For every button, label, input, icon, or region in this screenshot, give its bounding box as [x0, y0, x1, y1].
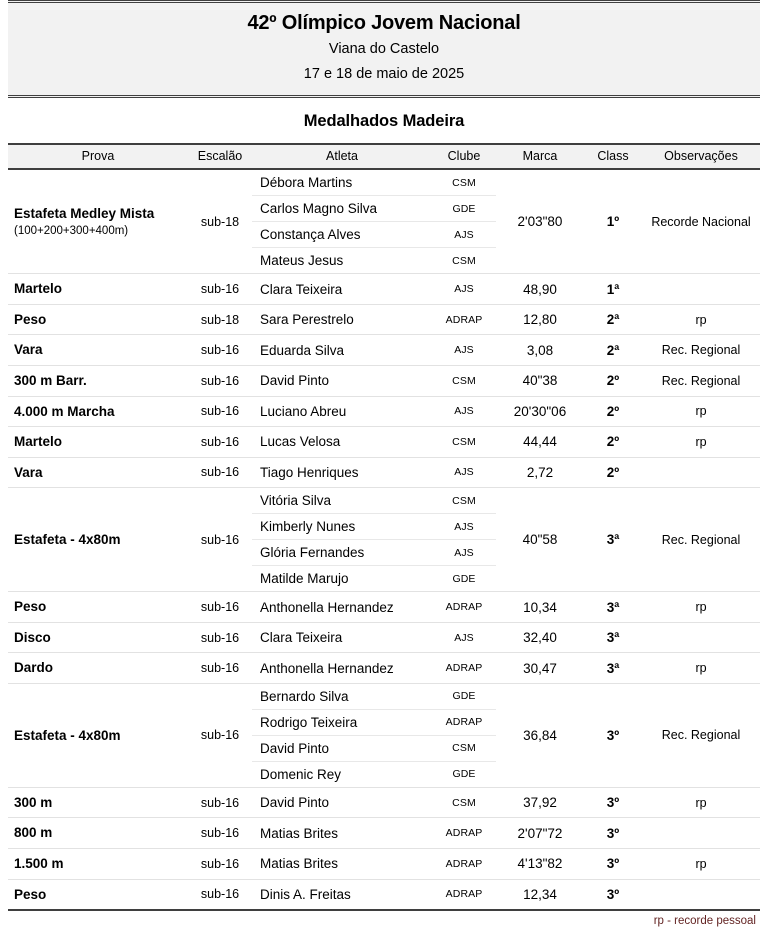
cell-escalao: sub-16 — [188, 653, 252, 684]
cell-marca: 10,34 — [496, 592, 584, 623]
cell-class: 3º — [584, 879, 642, 910]
prova-name: Martelo — [14, 281, 63, 297]
cell-escalao: sub-16 — [188, 396, 252, 427]
cell-escalao: sub-16 — [188, 274, 252, 305]
relay-athlete-row — [252, 170, 496, 196]
cell-observacoes: rp — [642, 427, 760, 458]
relay-athlete-row — [252, 514, 496, 540]
prova-name: Estafeta Medley Mista — [14, 205, 155, 221]
table-header — [8, 144, 760, 169]
relay-athlete-row — [252, 735, 496, 761]
cell-marca: 36,84 — [496, 683, 584, 787]
cell-prova — [8, 818, 188, 849]
cell-escalao: sub-16 — [188, 592, 252, 623]
cell-escalao: sub-16 — [188, 335, 252, 366]
cell-class: 2ª — [584, 304, 642, 335]
table-row — [8, 169, 760, 274]
cell-clube: GDE — [452, 768, 476, 781]
cell-observacoes: rp — [642, 849, 760, 880]
cell-escalao: sub-16 — [188, 427, 252, 458]
cell-clube: AJS — [432, 335, 496, 366]
prova-name: Estafeta - 4x80m — [14, 727, 121, 743]
table-row — [8, 879, 760, 910]
table-row — [8, 365, 760, 396]
prova-name: Vara — [14, 342, 43, 358]
cell-observacoes: rp — [642, 592, 760, 623]
document-title-band — [8, 0, 760, 98]
cell-class: 3º — [584, 818, 642, 849]
table-row — [8, 427, 760, 458]
cell-atleta: Dinis A. Freitas — [252, 879, 432, 910]
table-row — [8, 488, 760, 592]
cell-escalao: sub-16 — [188, 818, 252, 849]
cell-class: 1ª — [584, 274, 642, 305]
cell-atleta: Glória Fernandes — [252, 540, 432, 566]
cell-atleta: Rodrigo Teixeira — [252, 709, 432, 735]
cell-observacoes: rp — [642, 396, 760, 427]
column-header-prova: Prova — [8, 144, 188, 169]
cell-clube: CSM — [432, 365, 496, 396]
cell-class: 3ª — [584, 592, 642, 623]
cell-atleta: Clara Teixeira — [252, 622, 432, 653]
cell-prova — [8, 849, 188, 880]
cell-prova — [8, 304, 188, 335]
cell-clube: ADRAP — [432, 304, 496, 335]
cell-class: 3º — [584, 849, 642, 880]
cell-observacoes: rp — [642, 653, 760, 684]
cell-observacoes: Rec. Regional — [642, 683, 760, 787]
prova-name: Vara — [14, 464, 43, 480]
cell-escalao: sub-16 — [188, 683, 252, 787]
cell-class: 1º — [584, 169, 642, 274]
cell-escalao: sub-16 — [188, 879, 252, 910]
section-heading: Medalhados Madeira — [303, 112, 465, 131]
prova-note: (100+200+300+400m) — [14, 225, 129, 238]
relay-athlete-row — [252, 761, 496, 787]
cell-atleta: Tiago Henriques — [252, 457, 432, 488]
prova-name: Disco — [14, 629, 51, 645]
cell-atleta: Débora Martins — [252, 170, 432, 196]
prova-name: Peso — [14, 886, 47, 902]
cell-marca: 20'30"06 — [496, 396, 584, 427]
cell-marca: 48,90 — [496, 274, 584, 305]
prova-name: 4.000 m Marcha — [14, 403, 115, 419]
cell-atleta: Kimberly Nunes — [252, 514, 432, 540]
cell-atleta: Anthonella Hernandez — [252, 653, 432, 684]
relay-athlete-row — [252, 488, 496, 514]
relay-athlete-row — [252, 709, 496, 735]
cell-prova — [8, 787, 188, 818]
column-header-escalao: Escalão — [188, 144, 252, 169]
column-header-obs: Observações — [642, 144, 760, 169]
cell-class: 3ª — [584, 622, 642, 653]
cell-atleta: Eduarda Silva — [252, 335, 432, 366]
cell-observacoes — [642, 457, 760, 488]
cell-clube: CSM — [452, 254, 476, 267]
cell-atleta: Luciano Abreu — [252, 396, 432, 427]
table-row — [8, 304, 760, 335]
table-body — [8, 169, 760, 910]
prova-name: 300 m — [14, 794, 53, 810]
cell-prova — [8, 335, 188, 366]
cell-atleta: Domenic Rey — [260, 766, 342, 782]
column-header-marca: Marca — [496, 144, 584, 169]
cell-clube: ADRAP — [432, 879, 496, 910]
prova-name: Peso — [14, 599, 47, 615]
column-header-atleta: Atleta — [252, 144, 432, 169]
prova-name: Peso — [14, 311, 47, 327]
cell-marca: 30,47 — [496, 653, 584, 684]
cell-observacoes — [642, 622, 760, 653]
table-row — [8, 653, 760, 684]
cell-class: 3ª — [584, 653, 642, 684]
cell-clube: GDE — [432, 196, 496, 222]
event-location: Viana do Castelo — [328, 41, 440, 57]
cell-marca: 3,08 — [496, 335, 584, 366]
relay-athlete-row — [252, 196, 496, 222]
cell-clube: AJS — [432, 540, 496, 566]
cell-prova — [8, 274, 188, 305]
cell-escalao: sub-16 — [188, 787, 252, 818]
cell-class: 3ª — [584, 488, 642, 592]
cell-prova — [8, 653, 188, 684]
cell-clube: GDE — [452, 572, 476, 585]
cell-prova — [8, 488, 188, 592]
cell-marca: 12,80 — [496, 304, 584, 335]
table-row — [8, 592, 760, 623]
cell-prova — [8, 365, 188, 396]
cell-prova — [8, 622, 188, 653]
cell-clube: CSM — [432, 170, 496, 196]
cell-prova — [8, 396, 188, 427]
cell-atleta: Matilde Marujo — [260, 571, 349, 587]
cell-escalao: sub-16 — [188, 365, 252, 396]
cell-clube: ADRAP — [432, 709, 496, 735]
cell-marca: 32,40 — [496, 622, 584, 653]
cell-clube: GDE — [432, 684, 496, 710]
cell-marca: 4'13"82 — [496, 849, 584, 880]
cell-prova — [8, 169, 188, 274]
cell-clube: AJS — [432, 274, 496, 305]
cell-atleta: Anthonella Hernandez — [252, 592, 432, 623]
relay-athlete-group — [252, 683, 496, 787]
table-row — [8, 457, 760, 488]
cell-clube: ADRAP — [432, 818, 496, 849]
cell-atleta: Matias Brites — [252, 818, 432, 849]
cell-escalao: sub-16 — [188, 849, 252, 880]
cell-clube: AJS — [432, 622, 496, 653]
cell-prova — [8, 592, 188, 623]
prova-name: Estafeta - 4x80m — [14, 531, 121, 547]
cell-clube: AJS — [432, 222, 496, 248]
cell-escalao: sub-18 — [188, 169, 252, 274]
cell-clube: CSM — [432, 488, 496, 514]
cell-prova — [8, 427, 188, 458]
cell-clube: AJS — [432, 396, 496, 427]
cell-atleta: Constança Alves — [252, 222, 432, 248]
cell-clube: AJS — [432, 514, 496, 540]
cell-clube: CSM — [432, 735, 496, 761]
cell-observacoes: Rec. Regional — [642, 365, 760, 396]
relay-athlete-row — [252, 684, 496, 710]
cell-clube: ADRAP — [432, 592, 496, 623]
cell-marca: 40"58 — [496, 488, 584, 592]
cell-observacoes — [642, 818, 760, 849]
table-header-row — [8, 144, 760, 169]
cell-clube: CSM — [432, 427, 496, 458]
cell-marca: 12,34 — [496, 879, 584, 910]
table-row — [8, 622, 760, 653]
prova-name: 800 m — [14, 825, 53, 841]
cell-atleta: David Pinto — [252, 735, 432, 761]
cell-observacoes — [642, 879, 760, 910]
cell-observacoes: rp — [642, 787, 760, 818]
table-row — [8, 818, 760, 849]
cell-atleta: David Pinto — [252, 787, 432, 818]
cell-marca: 44,44 — [496, 427, 584, 458]
cell-class: 2ª — [584, 335, 642, 366]
event-dates: 17 e 18 de maio de 2025 — [303, 65, 465, 82]
cell-marca: 2'03"80 — [496, 169, 584, 274]
column-header-class: Class — [584, 144, 642, 169]
relay-athlete-group — [252, 169, 496, 274]
prova-name: Dardo — [14, 660, 54, 676]
cell-clube: ADRAP — [432, 849, 496, 880]
cell-marca: 2,72 — [496, 457, 584, 488]
cell-atleta: David Pinto — [252, 365, 432, 396]
cell-escalao: sub-16 — [188, 622, 252, 653]
cell-atleta: Carlos Magno Silva — [252, 196, 432, 222]
relay-athlete-row — [252, 540, 496, 566]
prova-name: 300 m Barr. — [14, 372, 87, 388]
cell-class: 2º — [584, 396, 642, 427]
cell-marca: 40"38 — [496, 365, 584, 396]
cell-class: 3º — [584, 787, 642, 818]
page-title: 42º Olímpico Jovem Nacional — [247, 12, 521, 34]
cell-escalao: sub-16 — [188, 457, 252, 488]
cell-prova — [8, 457, 188, 488]
cell-class: 2º — [584, 427, 642, 458]
table-row — [8, 396, 760, 427]
cell-clube: AJS — [432, 457, 496, 488]
footnote: rp - recorde pessoal — [653, 915, 756, 927]
cell-atleta: Sara Perestrelo — [252, 304, 432, 335]
cell-prova — [8, 683, 188, 787]
relay-athlete-row — [252, 248, 496, 274]
cell-atleta: Matias Brites — [252, 849, 432, 880]
table-row — [8, 274, 760, 305]
cell-observacoes: Recorde Nacional — [642, 169, 760, 274]
cell-prova — [8, 879, 188, 910]
relay-athlete-group — [252, 488, 496, 592]
medalists-table — [8, 143, 760, 911]
cell-atleta: Clara Teixeira — [252, 274, 432, 305]
table-row — [8, 849, 760, 880]
table-row — [8, 683, 760, 787]
cell-observacoes: Rec. Regional — [642, 335, 760, 366]
cell-atleta: Vitória Silva — [252, 488, 432, 514]
cell-atleta: Lucas Velosa — [252, 427, 432, 458]
cell-observacoes: rp — [642, 304, 760, 335]
cell-escalao: sub-16 — [188, 488, 252, 592]
relay-athlete-row — [252, 222, 496, 248]
table-row — [8, 787, 760, 818]
prova-name: Martelo — [14, 434, 63, 450]
cell-observacoes: Rec. Regional — [642, 488, 760, 592]
cell-class: 3º — [584, 683, 642, 787]
cell-atleta: Bernardo Silva — [252, 684, 432, 710]
cell-atleta: Mateus Jesus — [260, 253, 344, 269]
table-row — [8, 335, 760, 366]
cell-clube: ADRAP — [432, 653, 496, 684]
cell-marca: 2'07"72 — [496, 818, 584, 849]
prova-name: 1.500 m — [14, 856, 64, 872]
column-header-clube: Clube — [432, 144, 496, 169]
cell-escalao: sub-18 — [188, 304, 252, 335]
cell-clube: CSM — [432, 787, 496, 818]
relay-athlete-row — [252, 566, 496, 592]
cell-class: 2º — [584, 365, 642, 396]
cell-observacoes — [642, 274, 760, 305]
cell-marca: 37,92 — [496, 787, 584, 818]
cell-class: 2º — [584, 457, 642, 488]
